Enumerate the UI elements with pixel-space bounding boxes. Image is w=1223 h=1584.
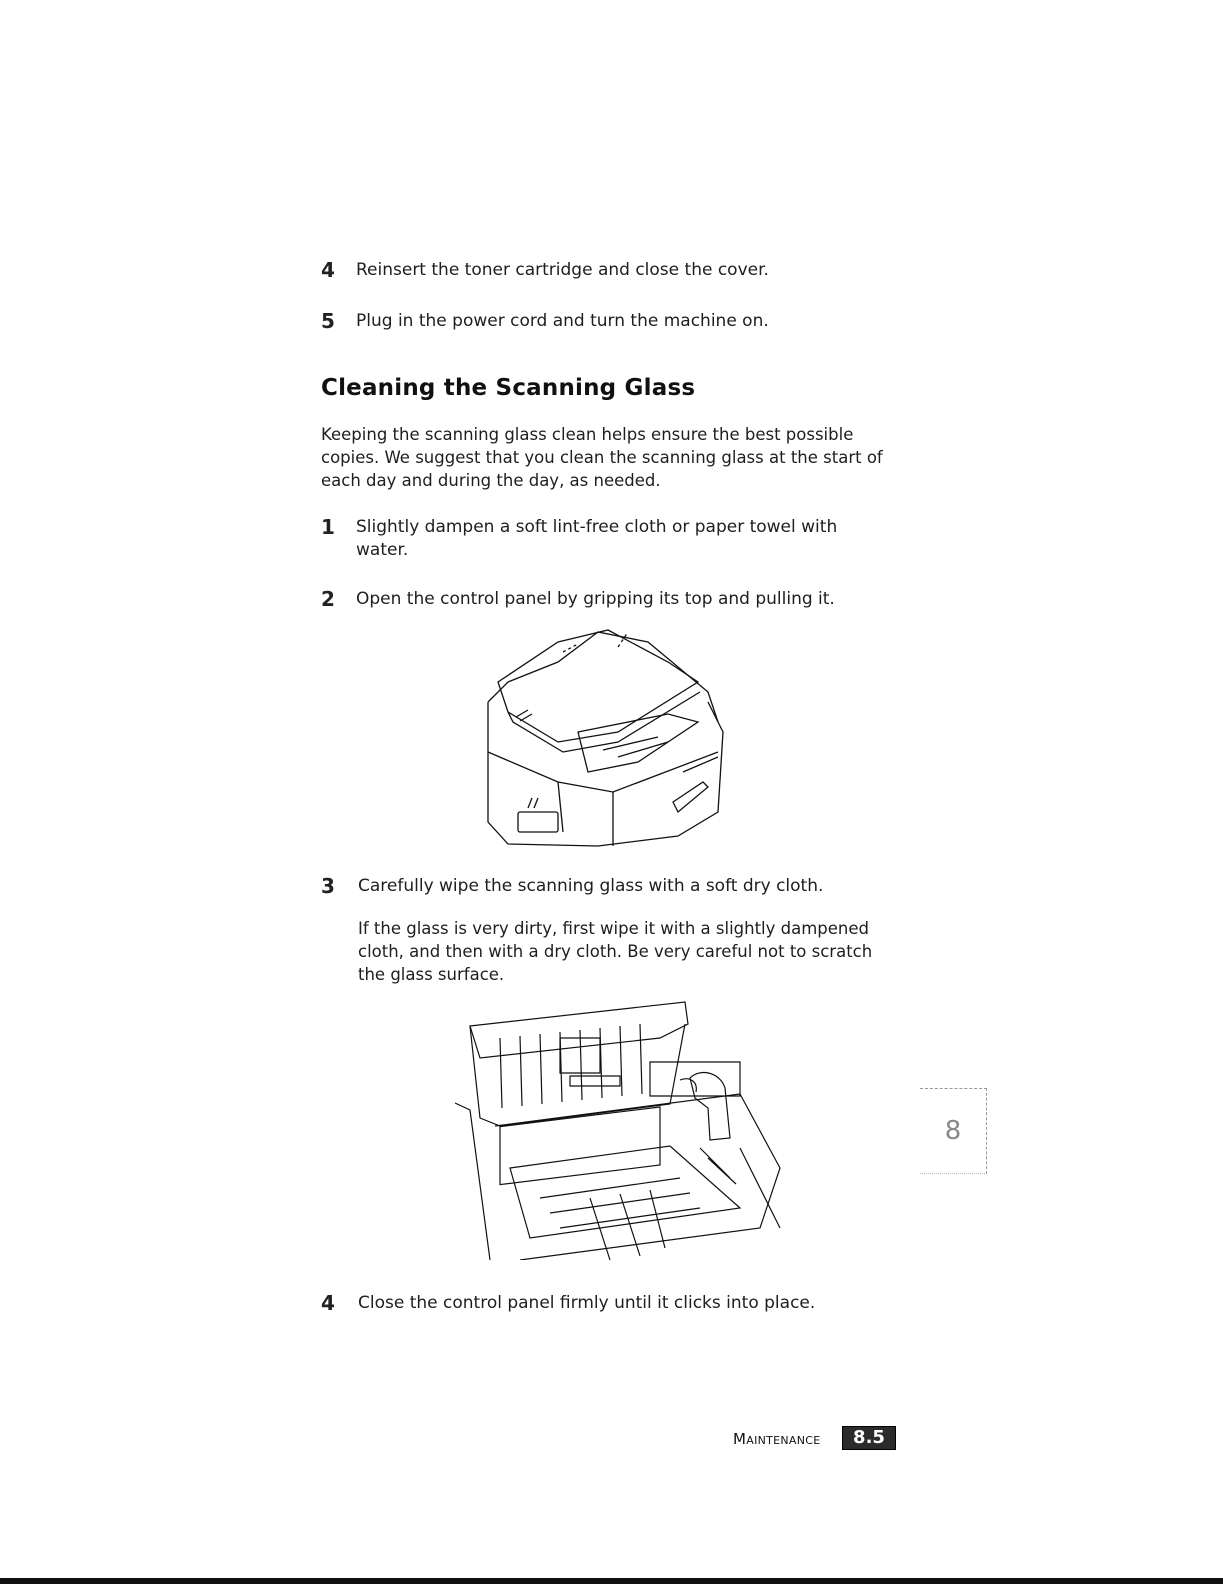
printer-open-panel-illustration (468, 622, 732, 850)
step-text: Reinsert the toner cartridge and close the cover. (356, 260, 769, 280)
section-heading: Cleaning the Scanning Glass (321, 375, 696, 401)
scanning-glass-illustration (440, 998, 790, 1260)
step-text: Plug in the power cord and turn the machine on. (356, 311, 769, 331)
step-text: Close the control panel firmly until it clicks into place. (358, 1293, 816, 1313)
step-text: Slightly dampen a soft lint-free cloth or paper towel with water. (356, 517, 838, 560)
page-number-badge: 8.5 (842, 1426, 896, 1450)
footer-section-label: Maintenance (733, 1430, 821, 1448)
step-number: 5 (321, 309, 335, 333)
intro-paragraph: Keeping the scanning glass clean helps ensure the best possible copies. We suggest that you clean the scanning glass at the start of each day and during the day, as needed. (321, 425, 883, 490)
step-text: Open the control panel by gripping its top and pulling it. (356, 589, 835, 609)
chapter-tab-marker (920, 1088, 987, 1174)
step-number: 2 (321, 587, 335, 611)
step-number: 3 (321, 874, 335, 898)
chapter-number: 8 (944, 1116, 962, 1146)
step-text: Carefully wipe the scanning glass with a soft dry cloth. (358, 876, 824, 896)
step-note: If the glass is very dirty, first wipe it with a slightly dampened cloth, and then with a dry cloth. Be very careful not to scratch the glass surface. (358, 919, 873, 984)
step-number: 1 (321, 515, 335, 539)
step-number: 4 (321, 258, 335, 282)
bottom-border (0, 1578, 1223, 1584)
step-number: 4 (321, 1291, 335, 1315)
